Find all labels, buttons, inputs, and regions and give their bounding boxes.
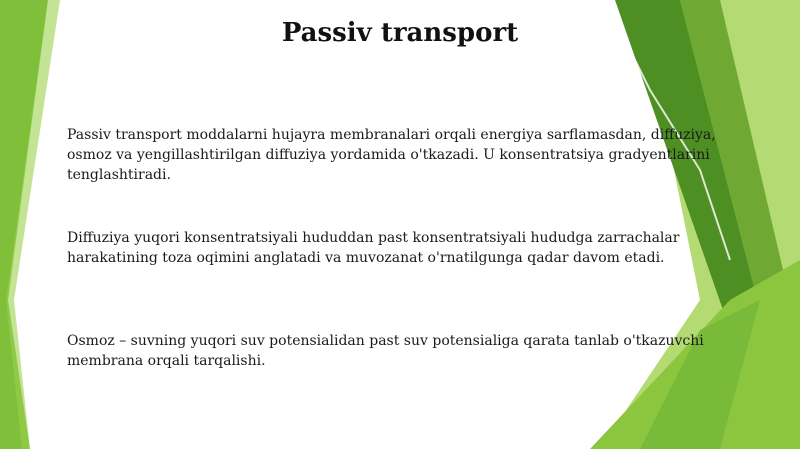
paragraph-diffusion: Diffuziya yuqori konsentratsiyali hududdan past konsentratsiyali hududga zarrachalar harakatining toza oqimini anglatadi va muvozanat o'rnatilgunga qadar davom etadi. bbox=[67, 230, 680, 266]
slide-title: Passiv transport bbox=[281, 18, 519, 48]
paragraph-passive-transport: Passiv transport moddalarni hujayra membranalari orqali energiya sarflamasdan, diffuziya, osmoz va yengillashtirilgan diffuziya yordamida o'tkazadi. U konsentratsiya gradyentlarini tenglashtiradi. bbox=[67, 127, 716, 183]
paragraph-osmosis: Osmoz – suvning yuqori suv potensialidan past suv potensialiga qarata tanlab o'tkazuvchi membrana orqali tarqalishi. bbox=[67, 333, 704, 369]
